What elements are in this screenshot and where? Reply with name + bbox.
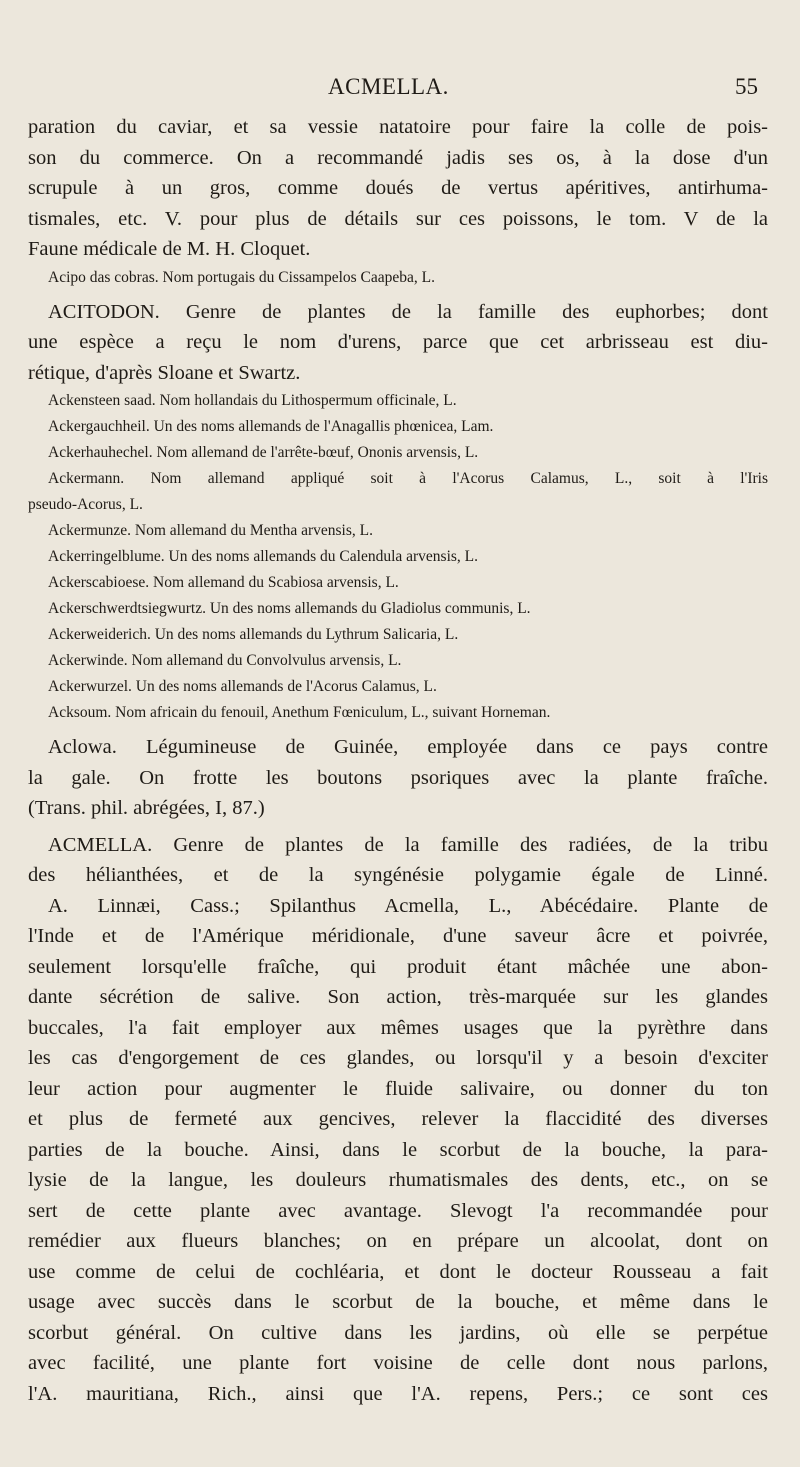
text-line: buccales, l'a fait employer aux mêmes usages que la pyrèthre dans [28, 1016, 768, 1039]
entry-ackerwurzel: Ackerwurzel. Un des noms allemands de l'Acorus Calamus, L. [48, 678, 437, 695]
text-line: usage avec succès dans le scorbut de la bouche, et même dans le [28, 1291, 768, 1313]
entry-acipo-das-cobras: Acipo das cobras. Nom portugais du Cissampelos Caapeba, L. [48, 268, 435, 286]
entry-ackergauchheil: Ackergauchheil. Un des noms allemands de l'Anagallis phœnicea, Lam. [48, 418, 494, 435]
entry-ackerweiderich: Ackerweiderich. Un des noms allemands du Lythrum Salicaria, L. [48, 626, 459, 643]
text-line: paration du caviar, et sa vessie natatoire pour faire la colle de pois- [28, 116, 768, 138]
text-line: lysie de la langue, les douleurs rhumatismales des dents, etc., on se [28, 1169, 768, 1191]
text-line: et plus de fermeté aux gencives, relever la flaccidité des diverses [28, 1108, 768, 1130]
text-line: scorbut général. On cultive dans les jardins, où elle se perpétue [28, 1321, 768, 1344]
text-line: use comme de celui de cochléaria, et dont le docteur Rousseau a fait [28, 1260, 768, 1283]
text-line: des hélianthées, et de la syngénésie polygamie égale de Linné. [28, 864, 768, 886]
entry-acitodon: ACITODON. Genre de plantes de la famille des euphorbes; dont [48, 300, 768, 323]
text-line: une espèce a reçu le nom d'urens, parce que cet arbrisseau est diu- [28, 331, 768, 353]
entry-acksoum: Acksoum. Nom africain du fenouil, Anethum Fœniculum, L., suivant Horneman. [48, 704, 551, 721]
entry-ackerschwerdtsiegwurtz: Ackerschwerdtsiegwurtz. Un des noms allemands du Gladiolus communis, L. [48, 600, 531, 617]
text-line: Faune médicale de M. H. Cloquet. [28, 238, 311, 260]
text-line: l'Inde et de l'Amérique méridionale, d'une saveur âcre et poivrée, [28, 925, 768, 947]
text-line: son du commerce. On a recommandé jadis ses os, à la dose d'un [28, 146, 768, 169]
entry-ackensteen-saad: Ackensteen saad. Nom hollandais du Lithospermum officinale, L. [48, 392, 457, 409]
text-line: la gale. On frotte les boutons psoriques avec la plante fraîche. [28, 766, 768, 789]
text-line: les cas d'engorgement de ces glandes, ou lorsqu'il y a besoin d'exciter [28, 1047, 768, 1069]
page-body [28, 112, 768, 1409]
entry-ackermann: Ackermann. Nom allemand appliqué soit à l'Acorus Calamus, L., soit à l'Iris [48, 470, 768, 487]
text-line: pseudo-Acorus, L. [28, 496, 143, 513]
text-line: seulement lorsqu'elle fraîche, qui produit étant mâchée une abon- [28, 955, 768, 978]
text-line: parties de la bouche. Ainsi, dans le scorbut de la bouche, la para- [28, 1138, 768, 1161]
text-line: rétique, d'après Sloane et Swartz. [28, 361, 301, 384]
text-line: leur action pour augmenter le fluide salivaire, ou donner du ton [28, 1077, 768, 1100]
entry-aclowa: Aclowa. Légumineuse de Guinée, employée dans ce pays contre [48, 736, 768, 758]
text-line: remédier aux flueurs blanches; on en prépare un alcoolat, dont on [28, 1230, 768, 1252]
entry-ackermunze: Ackermunze. Nom allemand du Mentha arvensis, L. [48, 522, 373, 539]
entry-ackerwinde: Ackerwinde. Nom allemand du Convolvulus arvensis, L. [48, 652, 402, 669]
text-line: dante sécrétion de salive. Son action, très-marquée sur les glandes [28, 986, 768, 1008]
text-line: (Trans. phil. abrégées, I, 87.) [28, 797, 265, 819]
page-number: 55 [735, 74, 758, 99]
running-title: ACMELLA. [328, 74, 449, 99]
entry-ackerringelblume: Ackerringelblume. Un des noms allemands du Calendula arvensis, L. [48, 548, 479, 565]
entry-acmella: ACMELLA. Genre de plantes de la famille des radiées, de la tribu [48, 833, 768, 856]
text-line: tismales, etc. V. pour plus de détails sur ces poissons, le tom. V de la [28, 207, 768, 230]
page-header [0, 74, 800, 108]
text-line: l'A. mauritiana, Rich., ainsi que l'A. repens, Pers.; ce sont ces [28, 1382, 768, 1405]
entry-ackerscabioese: Ackerscabioese. Nom allemand du Scabiosa arvensis, L. [48, 574, 399, 591]
text-line: A. Linnæi, Cass.; Spilanthus Acmella, L., Abécédaire. Plante de [48, 894, 768, 917]
text-line: scrupule à un gros, comme doués de vertus apéritives, antirhuma- [28, 177, 768, 199]
text-line: sert de cette plante avec avantage. Slevogt l'a recommandée pour [28, 1199, 768, 1222]
text-line: avec facilité, une plante fort voisine de celle dont nous parlons, [28, 1352, 768, 1374]
entry-ackerhauhechel: Ackerhauhechel. Nom allemand de l'arrête-bœuf, Ononis arvensis, L. [48, 444, 479, 461]
